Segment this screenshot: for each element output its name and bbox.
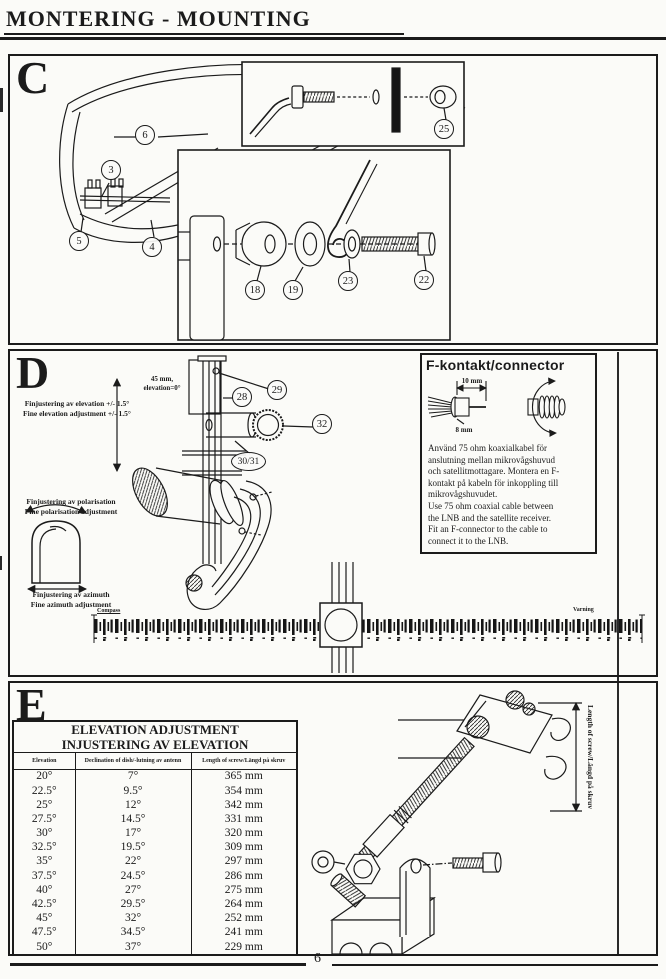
azimuth-note (10, 590, 132, 610)
mounting-pole (320, 562, 362, 673)
polarisation-note-sv: Finjustering av polarisation (26, 497, 116, 506)
table-row: 42.5° 29.5° 264 mm (13, 898, 297, 912)
table-row: 40° 27° 275 mm (13, 884, 297, 898)
exploded-view-inset (178, 150, 450, 340)
callout-4: 4 (142, 237, 162, 257)
callout-22: 22 (414, 270, 434, 290)
table-row: 35° 22° 297 mm (13, 855, 297, 869)
f-connector-title: F-kontakt/connector (426, 357, 565, 373)
f-connector-part (528, 381, 565, 433)
screw-length-label: Length of screw/Längd på skruv (586, 704, 595, 810)
callout-23: 23 (338, 271, 358, 291)
table-row: 25° 12° 342 mm (13, 798, 297, 812)
header-rule-thin (4, 33, 404, 35)
callout-3: 3 (101, 160, 121, 180)
top-bracket (457, 691, 570, 779)
azimuth-note-en: Fine azimuth adjustment (30, 599, 112, 609)
table-row: 22.5° 9.5° 354 mm (13, 784, 297, 798)
callout-6: 6 (135, 125, 155, 145)
table-row: 20° 7° 365 mm (13, 770, 297, 785)
page-number: 6 (314, 951, 321, 966)
elevation-note-sv: Finjustering av elevation +/- 1.5° (24, 399, 130, 408)
table-row: 50° 37° 229 mm (13, 940, 297, 955)
elevation-note (12, 399, 142, 419)
footer-rule-right (332, 964, 658, 966)
callout-25: 25 (434, 119, 454, 139)
table-row: 27.5° 14.5° 331 mm (13, 813, 297, 827)
f-connector-diagram (424, 375, 596, 441)
table-title-en: ELEVATION ADJUSTMENT (71, 721, 239, 737)
polarisation-note-en: Fine polarisation adjustment (24, 506, 118, 516)
callout-30-31: 30/31 (231, 452, 266, 471)
cable-braid (428, 397, 452, 417)
f-connector-panel (420, 353, 597, 554)
dish-mount-diagram (10, 52, 656, 343)
compass-scale (94, 619, 642, 641)
page-title: MONTERING - MOUNTING (6, 6, 311, 31)
polarisation-figure (26, 505, 86, 589)
section-d-box (8, 349, 658, 677)
polarisation-note (10, 497, 132, 517)
footer-rule-left (10, 963, 306, 966)
callout-29: 29 (267, 380, 287, 400)
header-rule-thick (0, 37, 666, 40)
scale-label-right: Varning (573, 607, 594, 613)
section-e-letter: E (16, 679, 46, 730)
section-d-letter: D (16, 347, 49, 398)
wall-bar (392, 68, 400, 132)
azimuth-note-sv: Finjustering av azimuth (32, 590, 110, 599)
pivot-plate (400, 853, 501, 937)
section-e-box (8, 681, 658, 956)
table-row: 30° 17° 320 mm (13, 827, 297, 841)
table-row: 37.5° 24.5° 286 mm (13, 869, 297, 883)
table-title-sv: INJUSTERING AV ELEVATION (13, 737, 297, 753)
dim-8mm: 8 mm (455, 426, 473, 434)
section-c-box (8, 54, 658, 345)
f-connector-text: Använd 75 ohm koaxialkabel för anslutning mellan mikrovågshuvud och satellitmottagare. Montera en F- kontakt på kabeln för inkoppling till mikrovågshuvudet. Use 75 ohm coaxial cable between the LNB and the satellite receiver. Fit an F-connector to the cable to connect it to the LNB. (428, 443, 560, 546)
callout-19: 19 (283, 280, 303, 300)
scan-mark (0, 556, 2, 570)
section-c-letter: C (16, 52, 49, 103)
threaded-rod (357, 736, 476, 864)
table-header-row: Elevation Declination of dish/-lutning av antenn Length of screw/Längd på skruv (13, 753, 297, 770)
mast-dimension-label: 45 mm, elevation=0° (143, 375, 181, 393)
scan-mark (0, 88, 3, 112)
callout-18: 18 (245, 280, 265, 300)
elevation-note-en: Fine elevation adjustment +/- 1.5° (23, 408, 131, 418)
callout-5: 5 (69, 231, 89, 251)
scale-label-left: Compass (97, 608, 121, 614)
wall-fixing-inset (242, 62, 464, 146)
table-row: 47.5° 34.5° 241 mm (13, 926, 297, 940)
callout-28: 28 (232, 387, 252, 407)
screw-assembly-diagram (10, 679, 656, 954)
table-row: 32.5° 19.5° 309 mm (13, 841, 297, 855)
table-row: 45° 32° 252 mm (13, 912, 297, 926)
dim-10mm: 10 mm (461, 377, 483, 385)
callout-32: 32 (312, 414, 332, 434)
lnb-arm (125, 462, 272, 609)
